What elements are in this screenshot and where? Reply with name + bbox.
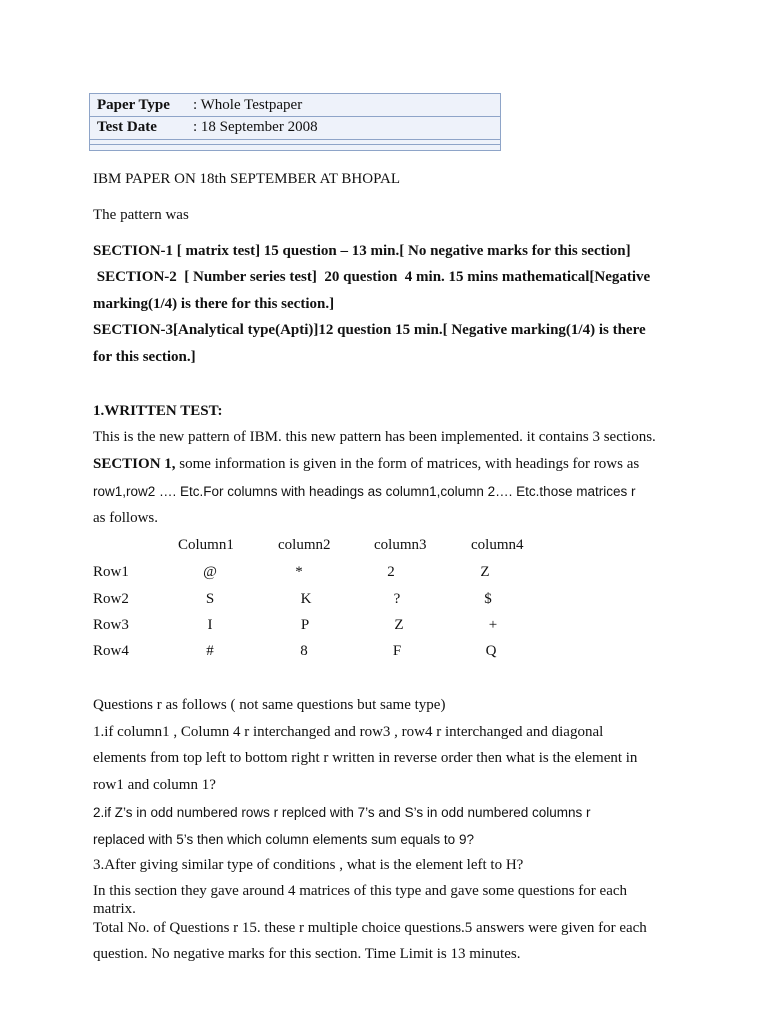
section-1-line: SECTION-1 [ matrix test] 15 question – 13 min.[ No negative marks for this section] bbox=[93, 243, 631, 259]
question-1-line: 1.if column1 , Column 4 r interchanged and row3 , row4 r interchanged and diagonal bbox=[93, 724, 604, 740]
matrix-cell: $ bbox=[484, 591, 492, 607]
test-date-row bbox=[90, 117, 500, 140]
matrix-cell: P bbox=[300, 617, 310, 633]
matrix-row-label: Row1 bbox=[93, 564, 129, 580]
matrix-row-label: Row3 bbox=[93, 617, 129, 633]
matrix-cell: * bbox=[295, 564, 303, 580]
question-3-line: 3.After giving similar type of conditions , what is the element left to H? bbox=[93, 857, 524, 873]
matrix-cell: S bbox=[205, 591, 215, 607]
matrix-row-label: Row2 bbox=[93, 591, 129, 607]
matrix-col-header: Column1 bbox=[178, 537, 234, 553]
section-1-description bbox=[93, 456, 639, 473]
matrix-row-label: Row4 bbox=[93, 643, 129, 659]
matrix-cell: ? bbox=[393, 591, 401, 607]
matrix-col-header: column3 bbox=[374, 537, 427, 553]
closing-line: In this section they gave around 4 matrices of this type and gave some questions for each bbox=[93, 883, 628, 899]
matrix-cell: I bbox=[207, 617, 213, 633]
matrix-cell: 8 bbox=[300, 643, 308, 659]
question-2-line: replaced with 5’s then which column elements sum equals to 9? bbox=[93, 832, 474, 847]
intro-paragraph: This is the new pattern of IBM. this new pattern has been implemented. it contains 3 sections. bbox=[93, 429, 656, 445]
question-1-line: row1 and column 1? bbox=[93, 777, 216, 793]
section-2-line: SECTION-2 [ Number series test] 20 question 4 min. 15 mins mathematical[Negative bbox=[93, 269, 651, 285]
matrix-cell: @ bbox=[203, 564, 217, 580]
rows-columns-description: row1,row2 …. Etc.For columns with headings as column1,column 2…. Etc.those matrices r bbox=[93, 484, 636, 499]
closing-line: question. No negative marks for this section. Time Limit is 13 minutes. bbox=[93, 946, 521, 962]
test-date-value: : 18 September 2008 bbox=[193, 119, 318, 135]
matrix-col-header: column2 bbox=[278, 537, 331, 553]
closing-line: matrix. bbox=[93, 901, 136, 917]
section-3-line: SECTION-3[Analytical type(Apti)]12 question 15 min.[ Negative marking(1/4) is there bbox=[93, 322, 646, 338]
questions-intro: Questions r as follows ( not same questions but same type) bbox=[93, 697, 446, 713]
test-date-label: Test Date bbox=[97, 119, 157, 135]
matrix-cell: F bbox=[392, 643, 402, 659]
written-test-heading: 1.WRITTEN TEST: bbox=[93, 403, 223, 419]
section-2-line-cont: marking(1/4) is there for this section.] bbox=[93, 296, 335, 312]
matrix-cell: + bbox=[488, 617, 498, 633]
paper-type-row bbox=[90, 94, 500, 117]
question-1-line: elements from top left to bottom right r written in reverse order then what is the element in bbox=[93, 750, 638, 766]
section-1-text: some information is given in the form of matrices, with headings for rows as bbox=[175, 456, 640, 472]
pattern-intro: The pattern was bbox=[93, 207, 189, 223]
as-follows-line: as follows. bbox=[93, 510, 158, 526]
question-2-line: 2.if Z’s in odd numbered rows r replced with 7’s and S’s in odd numbered columns r bbox=[93, 805, 591, 820]
matrix-cell: 2 bbox=[387, 564, 395, 580]
paper-type-value: : Whole Testpaper bbox=[193, 97, 303, 113]
paper-heading: IBM PAPER ON 18th SEPTEMBER AT BHOPAL bbox=[93, 171, 401, 187]
matrix-cell: Z bbox=[480, 564, 490, 580]
matrix-cell: Z bbox=[394, 617, 404, 633]
table-empty-row bbox=[90, 140, 500, 145]
paper-info-table bbox=[89, 93, 501, 151]
closing-line: Total No. of Questions r 15. these r multiple choice questions.5 answers were given for each bbox=[93, 920, 647, 936]
matrix-cell: # bbox=[206, 643, 214, 659]
matrix-cell: K bbox=[300, 591, 312, 607]
section-3-line-cont: for this section.] bbox=[93, 349, 196, 365]
matrix-col-header: column4 bbox=[471, 537, 524, 553]
paper-type-label: Paper Type bbox=[97, 97, 170, 113]
matrix-cell: Q bbox=[485, 643, 497, 659]
section-1-label: SECTION 1, bbox=[93, 456, 176, 472]
